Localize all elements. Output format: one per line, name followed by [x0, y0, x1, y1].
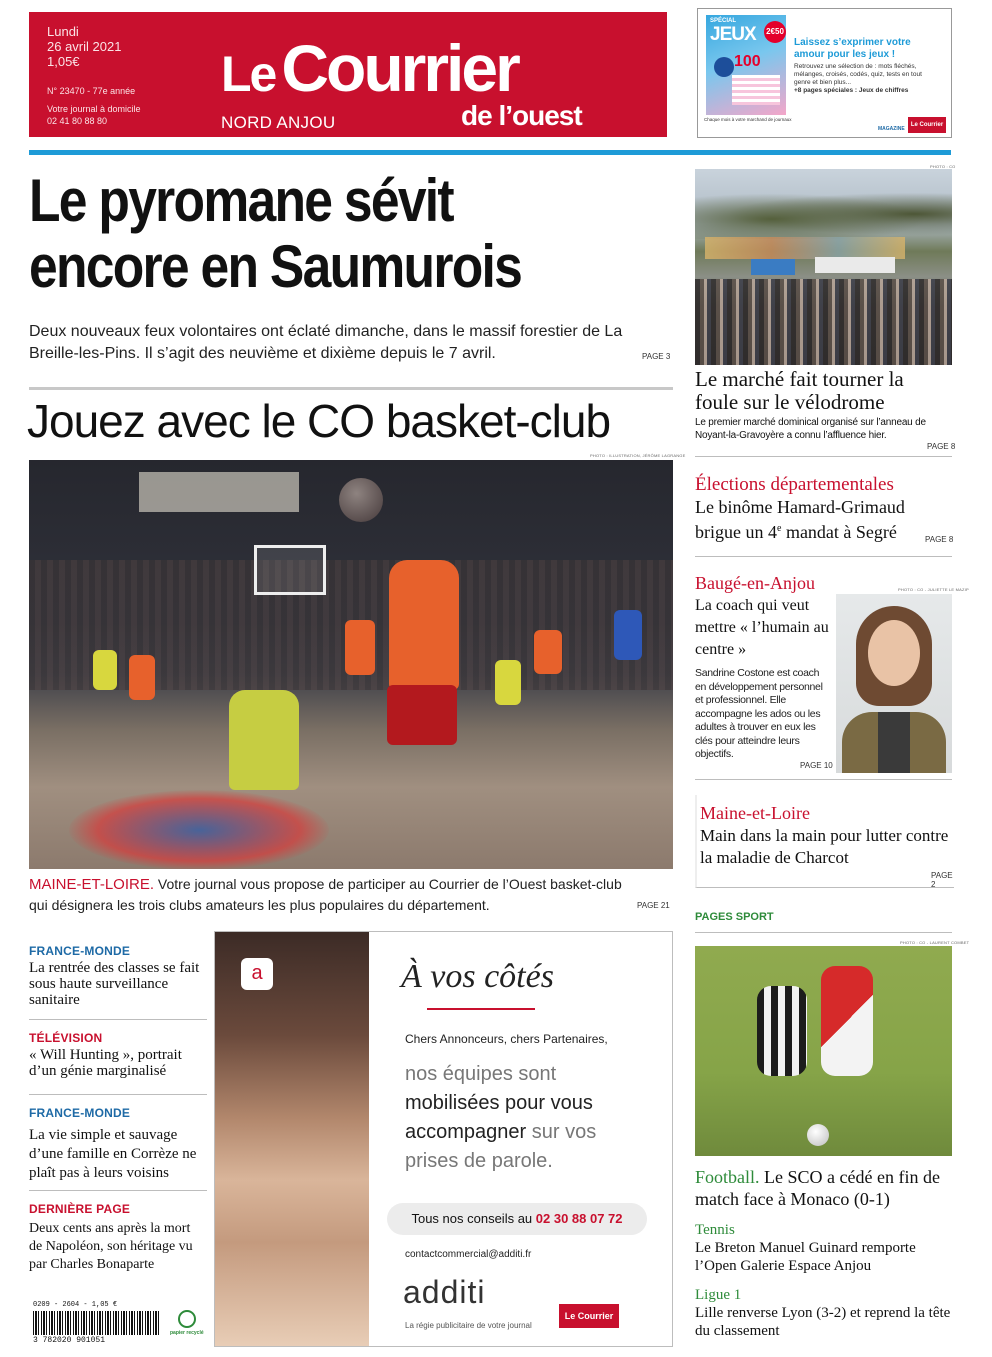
ad-contact-label: Tous nos conseils au	[411, 1211, 536, 1226]
promo-mag-title: JEUX	[710, 24, 756, 45]
bauge-photo-credit: PHOTO : CO - JULIETTE LE MAZIP	[898, 587, 969, 592]
player-yellow-jersey	[229, 690, 299, 790]
player-back-1	[129, 655, 155, 700]
basket-photo-credit: PHOTO : ILLUSTRATION, JÉRÔME LAGRANGE	[590, 453, 686, 458]
backboard	[254, 545, 326, 595]
masthead-dateline	[47, 24, 121, 69]
teaser-title: La vie simple et sauvage d’une famille en Corrèze ne plaît pas à leurs voisins	[29, 1127, 197, 1181]
ad-line-3	[405, 1118, 596, 1147]
sport-divider	[695, 932, 952, 933]
promo-mag-top: SPÉCIAL	[710, 18, 737, 24]
promo-box[interactable]	[697, 8, 952, 138]
masthead-price: 1,05€	[47, 54, 80, 69]
player-sco	[757, 986, 807, 1076]
barcode-code-bottom: 3 782020 901051	[33, 1336, 106, 1345]
elections-title-b: mandat à Segré	[781, 522, 897, 542]
teaser-title: La rentrée des classes se fait sous haute surveillance sanitaire	[29, 960, 200, 1008]
teaser-france-monde-2[interactable]	[29, 1095, 207, 1191]
player-back-3	[345, 620, 375, 675]
basket-photo[interactable]	[29, 460, 673, 869]
barcode	[29, 1303, 164, 1345]
arena-banner	[139, 472, 299, 512]
recycle-label: papier recyclé	[170, 1330, 204, 1336]
maine-box[interactable]	[695, 795, 954, 888]
ad-box[interactable]	[214, 931, 673, 1347]
elections-title-a: Le binôme Hamard-Grimaud brigue un 4	[695, 497, 905, 542]
bauge-page-ref[interactable]: PAGE 10	[800, 761, 833, 770]
masthead-phone: 02 41 80 88 80	[47, 116, 108, 126]
football-title: Le SCO a cédé en fin de match face à Monaco (0-1)	[695, 1167, 940, 1209]
promo-mag-num: 100	[734, 53, 761, 70]
player-back-4	[495, 660, 521, 705]
promo-mag-mascot-icon	[714, 57, 734, 77]
market-trees	[695, 189, 952, 239]
football-kicker: Football.	[695, 1167, 760, 1187]
promo-magazine-cover	[706, 15, 786, 115]
ad-script-title: À vos côtés	[401, 958, 554, 995]
market-title[interactable]: Le marché fait tourner la foule sur le vélodrome	[695, 367, 904, 414]
promo-footer-logo: Le Courrier	[908, 117, 946, 133]
elections-page-ref[interactable]: PAGE 8	[925, 535, 954, 544]
tennis-title: Le Breton Manuel Guinard remporte l’Open Galerie Espace Anjou	[695, 1240, 916, 1274]
promo-headline: Laissez s’exprimer votre amour pour les jeux !	[794, 37, 911, 60]
lead-page-ref[interactable]: PAGE 3	[642, 352, 671, 361]
ad-line-4: prises de parole.	[405, 1150, 553, 1172]
bauge-title[interactable]: La coach qui veut mettre « l’humain au centre »	[695, 597, 829, 658]
tennis-item[interactable]	[695, 1221, 952, 1275]
lead-headline[interactable]: Le pyromane sévit encore en Saumurois	[29, 167, 522, 300]
ad-line-3a: accompagner	[405, 1121, 527, 1143]
bauge-text: Sandrine Costone est coach en développement personnel et professionnel. Elle accompagne les ados ou les adultes à trouver en eux les clés pour atteindre leurs objectifs.	[695, 667, 823, 760]
recycle-icon	[178, 1310, 196, 1328]
ad-line-1: nos équipes sont	[405, 1063, 557, 1085]
promo-text: Retrouvez une sélection de : mots fléchés, mélanges, croisés, codés, quiz, tests en tout genre et bien plus...	[794, 63, 922, 86]
teaser-kicker: FRANCE-MONDE	[29, 1106, 131, 1120]
ligue-item[interactable]	[695, 1286, 952, 1340]
elections-kicker: Élections départementales	[695, 474, 894, 495]
market-photo-credit: PHOTO : CO	[930, 164, 956, 169]
teaser-kicker: DERNIÈRE PAGE	[29, 1202, 131, 1216]
market-tent-white	[815, 257, 895, 273]
player-back-2	[93, 650, 117, 690]
ad-contact-phone: 02 30 88 07 72	[535, 1211, 623, 1226]
right-divider-3	[695, 779, 952, 780]
maine-kicker: Maine-et-Loire	[700, 803, 810, 823]
player-orange-jersey	[389, 560, 459, 690]
portrait-top	[878, 712, 910, 773]
maine-page-ref[interactable]: PAGE 2	[931, 871, 953, 889]
market-crowd	[695, 279, 952, 365]
teaser-television[interactable]	[29, 1020, 207, 1095]
right-divider-2	[695, 556, 952, 557]
ad-email[interactable]: contactcommercial@additi.fr	[405, 1249, 532, 1260]
lead-divider	[29, 387, 673, 390]
bauge-portrait[interactable]	[836, 594, 952, 773]
basket-page-ref[interactable]: PAGE 21	[637, 901, 670, 910]
football-photo[interactable]	[695, 946, 952, 1156]
court-logo	[69, 790, 329, 869]
basket-kicker: MAINE-ET-LOIRE.	[29, 876, 155, 893]
basket-caption	[29, 874, 625, 916]
ad-contact-pill[interactable]	[387, 1203, 647, 1235]
ligue-title: Lille renverse Lyon (3-2) et reprend la tête du classement	[695, 1305, 951, 1339]
player-back-5	[534, 630, 562, 674]
ad-badge: Le Courrier	[559, 1304, 619, 1328]
teaser-title: Deux cents ans après la mort de Napoléon, son héritage vu par Charles Bonaparte	[29, 1221, 193, 1272]
ad-message	[405, 1060, 596, 1176]
elections-title[interactable]	[695, 496, 952, 543]
basketball-icon	[339, 478, 383, 522]
ad-underline	[427, 1008, 535, 1010]
teaser-kicker: TÉLÉVISION	[29, 1031, 103, 1045]
market-photo[interactable]	[695, 169, 952, 365]
market-graffiti-wall	[705, 237, 905, 259]
maine-title: Main dans la main pour lutter contre la maladie de Charcot	[700, 826, 949, 867]
top-divider	[29, 150, 951, 155]
left-column	[29, 944, 207, 1274]
barcode-bars	[33, 1311, 161, 1335]
promo-footer-label: MAGAZINE	[878, 126, 905, 132]
edition-label: NORD ANJOU	[221, 113, 336, 132]
masthead-issue: N° 23470 - 77e année	[47, 86, 136, 96]
promo-mag-lines	[732, 75, 780, 105]
football-headline[interactable]	[695, 1166, 952, 1210]
market-page-ref[interactable]: PAGE 8	[927, 442, 956, 451]
ad-tagline: La régie publicitaire de votre journal	[405, 1321, 532, 1330]
ad-brand: additi	[403, 1274, 486, 1310]
ad-greeting: Chers Annonceurs, chers Partenaires,	[405, 1032, 608, 1046]
bauge-kicker: Baugé-en-Anjou	[695, 573, 815, 593]
teaser-title: « Will Hunting », portrait d’un génie marginalisé	[29, 1047, 182, 1079]
right-divider-1	[695, 456, 952, 457]
market-text: Le premier marché dominical organisé sur l’anneau de Noyant-la-Gravoyère a connu l’affluence hier.	[695, 417, 926, 441]
teaser-france-monde-1[interactable]	[29, 944, 207, 1020]
market-tent-blue	[751, 259, 795, 275]
football-ball-icon	[807, 1124, 829, 1146]
basket-headline[interactable]: Jouez avec le CO basket-club	[27, 395, 611, 447]
masthead-home-label: Votre journal à domicile	[47, 104, 141, 114]
masthead-logo	[221, 30, 518, 106]
ad-line-2: mobilisées pour vous	[405, 1092, 593, 1114]
promo-mag-footer: Chaque mois à votre marchand de journaux	[704, 117, 792, 122]
logo-courrier: Courrier	[281, 31, 518, 105]
promo-extra: +8 pages spéciales : Jeux de chiffres	[794, 87, 909, 94]
ad-hands-photo	[215, 932, 369, 1346]
masthead	[29, 12, 667, 137]
player-monaco	[821, 966, 873, 1076]
promo-mag-price-badge: 2€50	[764, 21, 786, 43]
tennis-kicker: Tennis	[695, 1222, 735, 1238]
player-orange-shorts	[387, 685, 457, 745]
logo-le: Le	[221, 46, 276, 102]
ad-logo-square: a	[241, 958, 273, 990]
lead-deck: Deux nouveaux feux volontaires ont éclaté dimanche, dans le massif forestier de La Breille-les-Pins. Il s’agit des neuvième et dixième depuis le 7 avril.	[29, 323, 623, 362]
masthead-day: Lundi	[47, 24, 79, 39]
sport-label[interactable]: PAGES SPORT	[695, 911, 774, 923]
barcode-code-top: 0209 - 2604 - 1,05 €	[33, 1301, 118, 1309]
elections-sup: e	[776, 523, 782, 534]
player-back-6	[614, 610, 642, 660]
portrait-face	[868, 620, 920, 686]
basket-text: Votre journal vous propose de participer au Courrier de l’Ouest basket-club qui désignera les trois clubs amateurs les plus populaires du département.	[29, 876, 622, 913]
logo-ouest: de l’ouest	[461, 100, 582, 131]
ad-line-3b: sur vos	[526, 1121, 597, 1143]
teaser-kicker: FRANCE-MONDE	[29, 944, 131, 958]
teaser-derniere-page[interactable]	[29, 1191, 207, 1274]
masthead-date: 26 avril 2021	[47, 39, 122, 54]
sport-photo-credit: PHOTO : CO - LAURENT COMBET	[900, 940, 970, 945]
ligue-kicker: Ligue 1	[695, 1287, 742, 1303]
